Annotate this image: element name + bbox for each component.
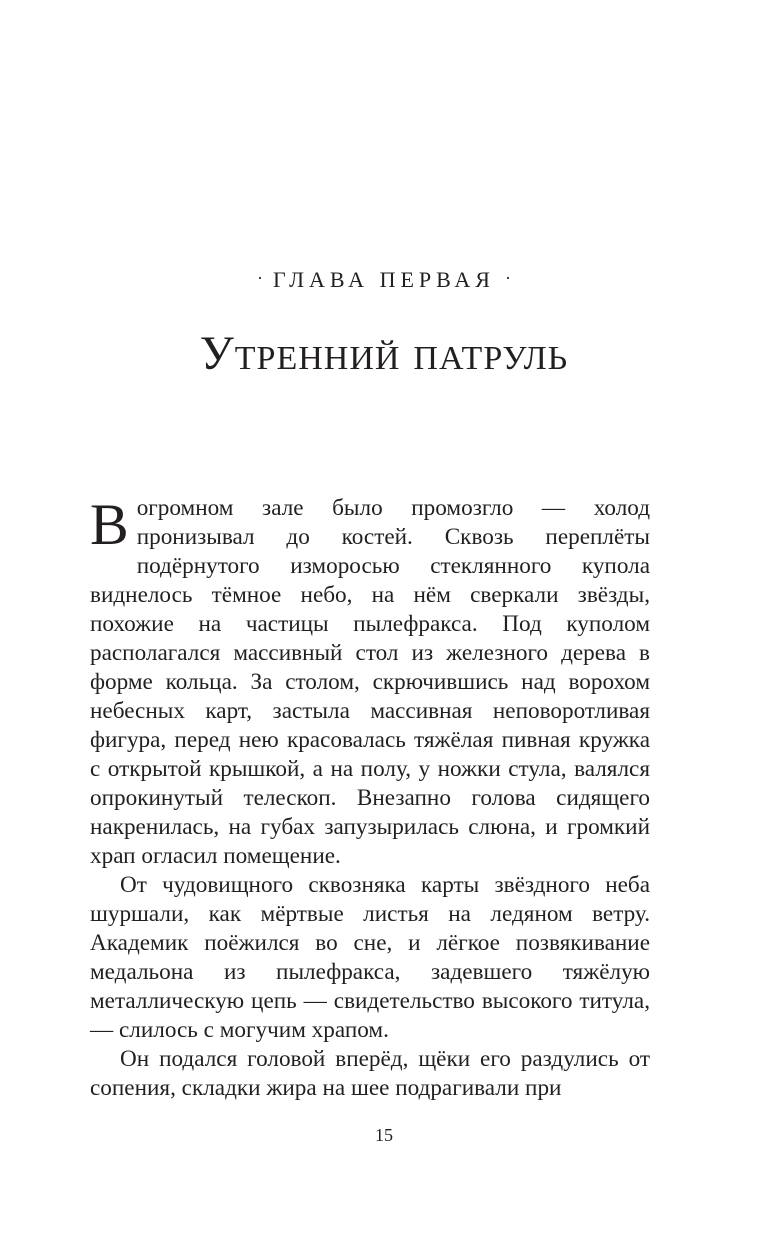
ornament-dot-left: · xyxy=(257,268,264,288)
ornament-dot-right: · xyxy=(504,268,511,288)
paragraph-1 xyxy=(90,494,650,871)
paragraph-3: Он подался головой вперёд, щёки его раздулись от сопения, складки жира на шее подрагивали при xyxy=(90,1046,650,1101)
chapter-label-text: ГЛАВА ПЕРВАЯ xyxy=(273,267,495,292)
page-number: 15 xyxy=(375,1125,393,1145)
chapter-label xyxy=(0,263,768,295)
paragraph-2: От чудовищного сквозняка карты звёздного неба шуршали, как мёртвые листья на ледяном ветру. Академик поёжился во сне, и лёгкое позвякивание медальона из пылефракса, задевшего тяжёлую металлическую цепь — свидетельство высокого титула, — слилось с могучим храпом. xyxy=(90,872,650,1043)
chapter-title: Утренний патруль xyxy=(199,327,569,380)
paragraph-1-text: огромном зале было промозгло — холод пронизывал до костей. Сквозь переплёты подёрнутого изморосью стеклянного купола виднелось тёмное небо, на нём сверкали звёзды, похожие на частицы пылефракса. Под куполом располагался массивный стол из железного дерева в форме кольца. За столом, скрючившись над ворохом небесных карт, застыла массивная неповоротливая фигура, перед нею красовалась тяжёлая пивная кружка с открытой крышкой, а на полу, у ножки стула, валялся опрокинутый телескоп. Внезапно голова сидящего накренилась, на губах запузырилась слюна, и громкий храп огласил помещение. xyxy=(90,495,650,869)
chapter-body xyxy=(90,494,650,1103)
drop-cap: В xyxy=(90,492,129,557)
